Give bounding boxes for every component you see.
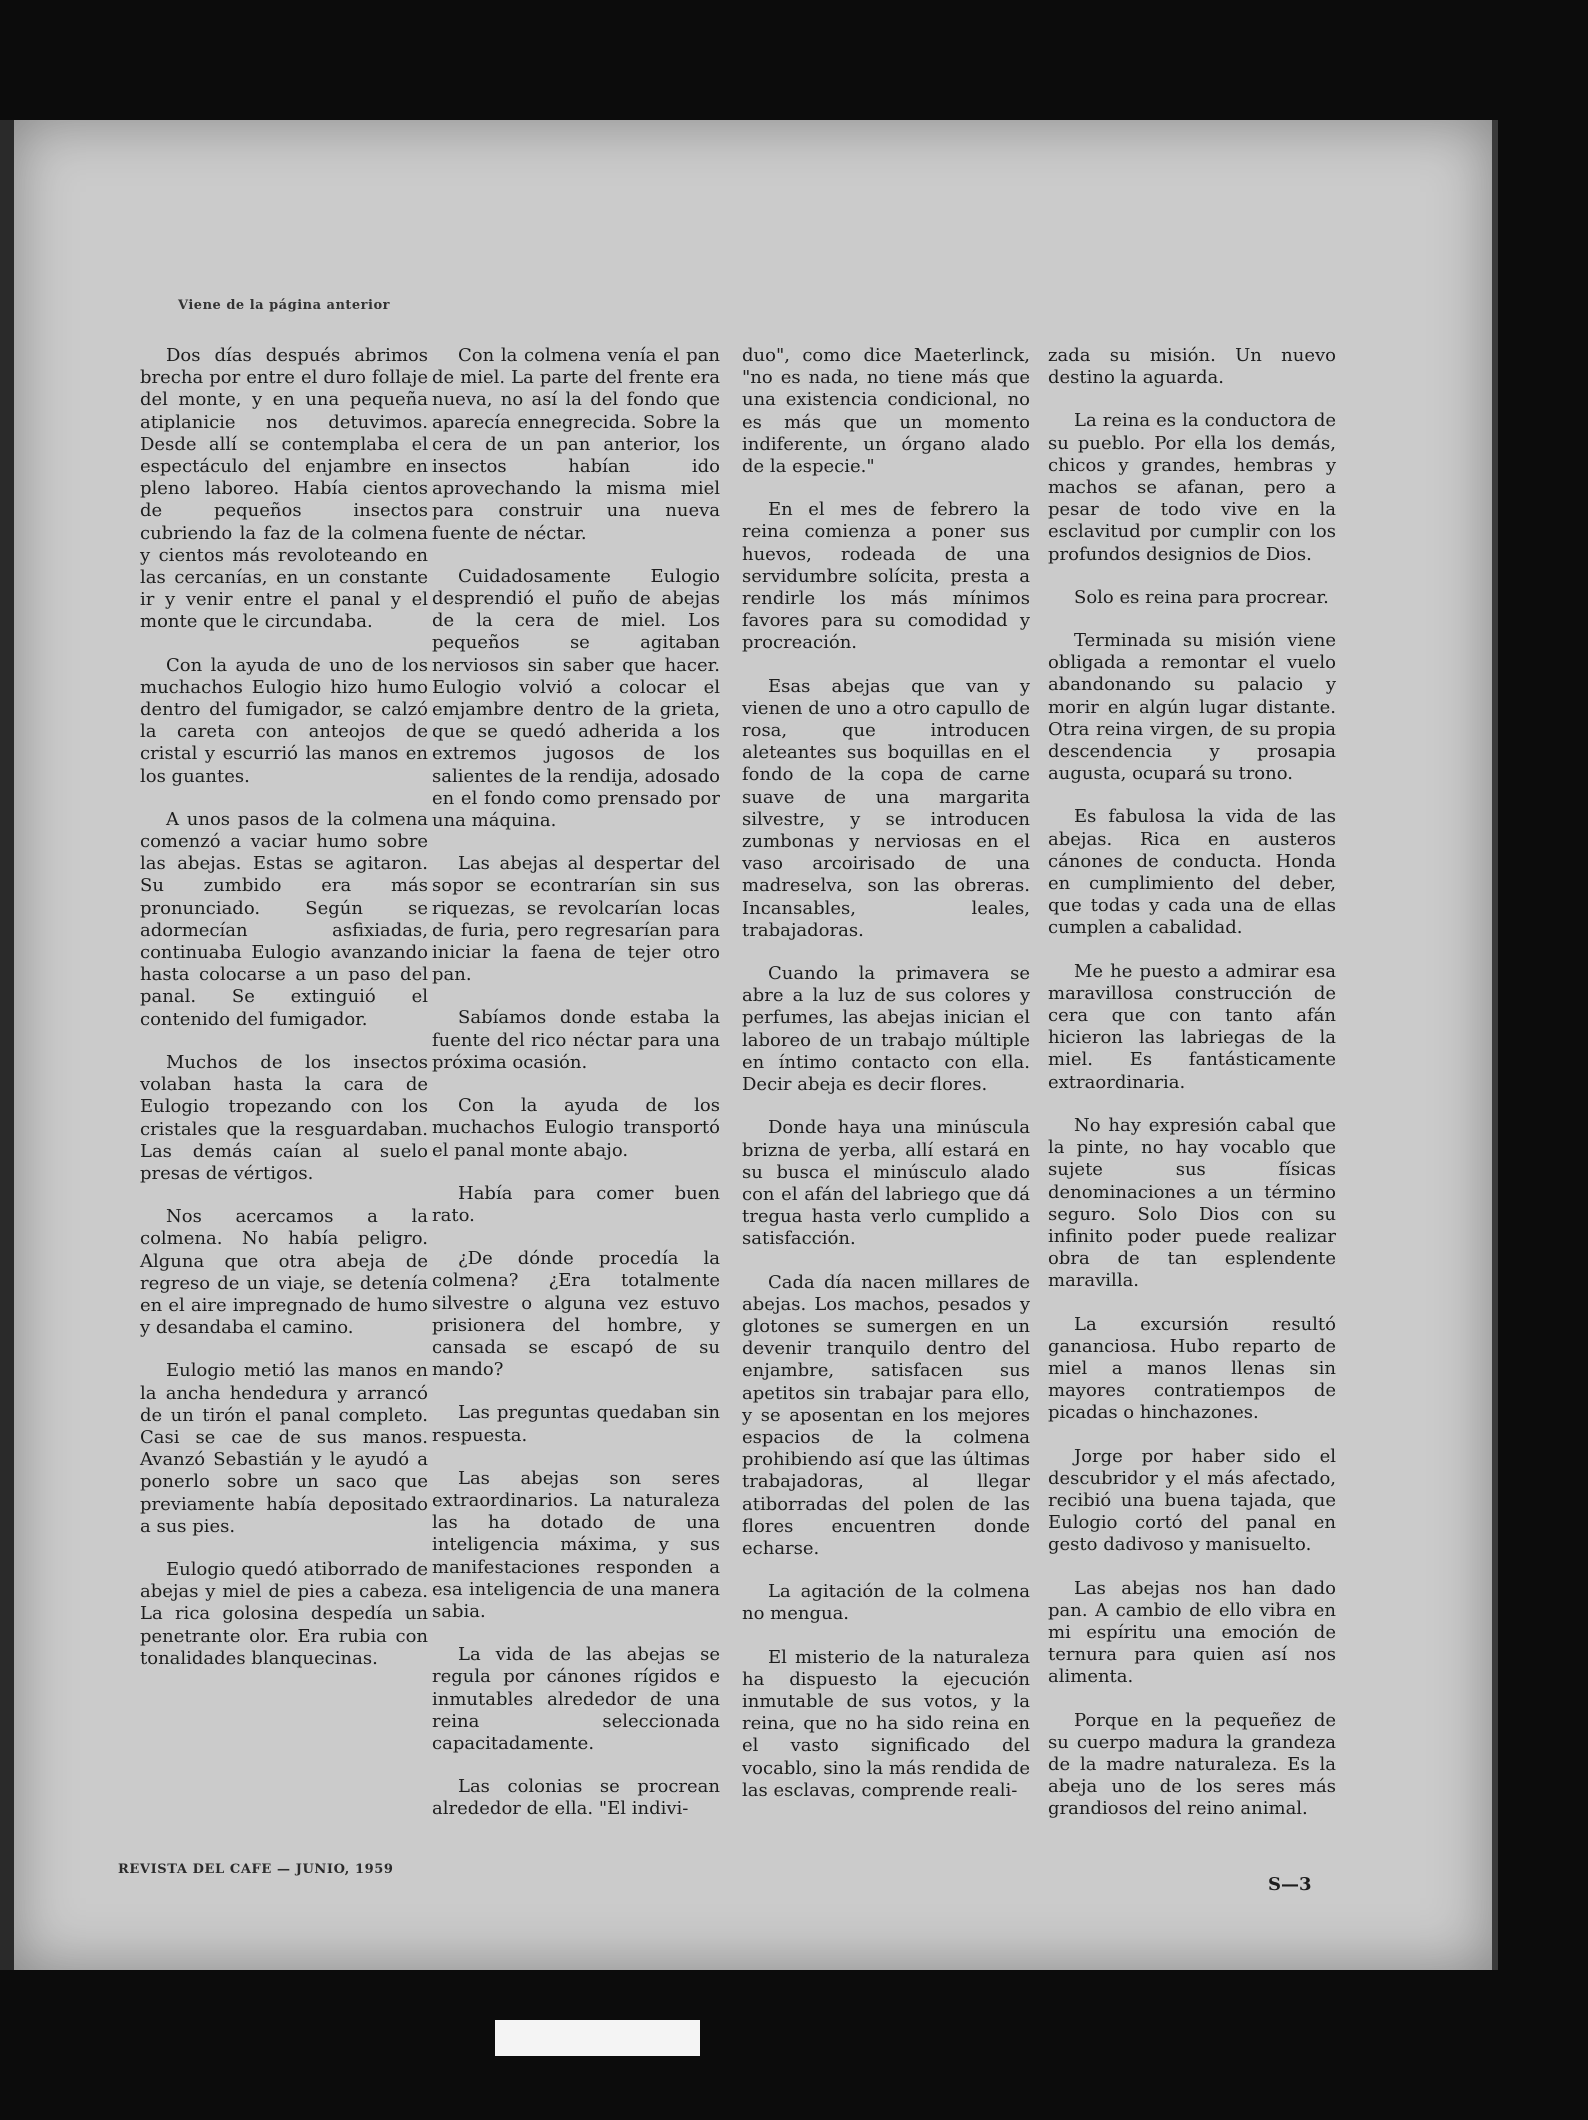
text-column-4 xyxy=(1048,345,1336,1842)
paragraph: La excursión resultó gananciosa. Hubo reparto de miel a manos llenas sin mayores contratiempos de picadas o hinchazones. xyxy=(1048,1313,1336,1424)
paragraph: Dos días después abrimos brecha por entre el duro follaje del monte, y en una pequeña atiplanicie nos detuvimos. Desde allí se contemplaba el espectáculo del enjambre en pleno laboreo. Había cientos de pequeños insectos cubriendo la faz de la colmena y cientos más revoloteando en las cercanías, en un constante ir y venir entre el panal y el monte que le circundaba. xyxy=(140,345,428,633)
paragraph: Las preguntas quedaban sin respuesta. xyxy=(432,1402,720,1446)
paragraph: Donde haya una minúscula brizna de yerba, allí estará en su busca el minúsculo alado con el afán del labriego que dá tregua hasta verlo cumplido a satisfacción. xyxy=(742,1117,1030,1250)
paragraph: La agitación de la colmena no mengua. xyxy=(742,1581,1030,1625)
paragraph: No hay expresión cabal que la pinte, no hay vocablo que sujete sus físicas denominaciones a un término seguro. Solo Dios con su infinito poder puede realizar obra de tan esplendente maravilla. xyxy=(1048,1114,1336,1292)
paragraph: Cuando la primavera se abre a la luz de sus colores y perfumes, las abejas inician el laboreo de un trabajo múltiple en íntimo contacto con ella. Decir abeja es decir flores. xyxy=(742,963,1030,1096)
paragraph: Muchos de los insectos volaban hasta la cara de Eulogio tropezando con los cristales que la resguardaban. Las demás caían al suelo presas de vértigos. xyxy=(140,1051,428,1184)
page-left-edge xyxy=(0,120,14,1970)
paragraph: Eulogio quedó atiborrado de abejas y miel de pies a cabeza. La rica golosina despedía un penetrante olor. Era rubia con tonalidades blanquecinas. xyxy=(140,1558,428,1669)
paragraph: En el mes de febrero la reina comienza a poner sus huevos, rodeada de una servidumbre solícita, presta a rendirle los más mínimos favores para su comodidad y procreación. xyxy=(742,499,1030,654)
paragraph: Nos acercamos a la colmena. No había peligro. Alguna que otra abeja de regreso de un viaje, se detenía en el aire impregnado de humo y desandaba el camino. xyxy=(140,1206,428,1339)
paragraph: Cada día nacen millares de abejas. Los machos, pesados y glotones se sumergen en un devenir tranquilo dentro del enjambre, satisfacen sus apetitos sin trabajar para ello, y se aposentan en los mejores espacios de la colmena prohibiendo así que las últimas trabajadoras, al llegar atiborradas del polen de las flores encuentren donde echarse. xyxy=(742,1271,1030,1559)
text-column-3 xyxy=(742,345,1030,1823)
paragraph: Me he puesto a admirar esa maravillosa construcción de cera que con tanto afán hicieron las labriegas de la miel. Es fantásticamente extraordinaria. xyxy=(1048,960,1336,1093)
paragraph: ¿De dónde procedía la colmena? ¿Era totalmente silvestre o alguna vez estuvo prisionera del hombre, y cansada se escapó de su mando? xyxy=(432,1248,720,1381)
paragraph: Las colonias se procrean alrededor de ella. "El indivi- xyxy=(432,1776,720,1820)
scan-label-strip xyxy=(495,2020,700,2056)
paragraph: zada su misión. Un nuevo destino la aguarda. xyxy=(1048,345,1336,389)
text-column-2 xyxy=(432,345,720,1842)
paragraph: Eulogio metió las manos en la ancha hendedura y arrancó de un tirón el panal completo. Casi se cae de sus manos. Avanzó Sebastián y le ayudó a ponerlo sobre un saco que previamente había depositado a sus pies. xyxy=(140,1360,428,1537)
paragraph: Solo es reina para procrear. xyxy=(1074,586,1329,608)
paragraph: Sabíamos donde estaba la fuente del rico néctar para una próxima ocasión. xyxy=(432,1007,720,1073)
paragraph: Con la colmena venía el pan de miel. La parte del frente era nueva, no así la del fondo que aparecía ennegrecida. Sobre la cera de un pan anterior, los insectos habían ido aprovechando la misma miel para construir una nueva fuente de néctar. xyxy=(432,345,720,544)
paragraph: Cuidadosamente Eulogio desprendió el puño de abejas de la cera de miel. Los pequeños se agitaban nerviosos sin saber que hacer. Eulogio volvió a colocar el emjambre dentro de la grieta, que se quedó adherida a los extremos jugosos de los salientes de la rendija, adosado en el fondo como prensado por una máquina. xyxy=(432,565,720,832)
magazine-footer: REVISTA DEL CAFE — JUNIO, 1959 xyxy=(118,1862,394,1877)
paragraph: Las abejas son seres extraordinarios. La naturaleza las ha dotado de una inteligencia máxima, y sus manifestaciones responden a esa inteligencia de una manera sabia. xyxy=(432,1467,720,1622)
paragraph: Las abejas al despertar del sopor se econtrarían sin sus riquezas, se revolcarían locas de furia, pero regresarían para iniciar la faena de tejer otro pan. xyxy=(432,853,720,986)
text-column-1 xyxy=(140,345,428,1691)
paragraph: El misterio de la naturaleza ha dispuesto la ejecución inmutable de sus votos, y la reina, que no ha sido reina en el vasto significado del vocablo, sino la más rendida de las esclavas, comprende reali- xyxy=(742,1646,1030,1801)
paragraph: Con la ayuda de los muchachos Eulogio transportó el panal monte abajo. xyxy=(432,1095,720,1161)
paragraph: Terminada su misión viene obligada a remontar el vuelo abandonando su palacio y morir en algún lugar distante. Otra reina virgen, de su propia descendencia y prosapia augusta, ocupará su trono. xyxy=(1048,630,1336,785)
paragraph: La reina es la conductora de su pueblo. Por ella los demás, chicos y grandes, hembras y machos se afanan, pero a pesar de todo vive en la esclavitud por cumplir con los profundos designios de Dios. xyxy=(1048,410,1336,565)
paragraph: Es fabulosa la vida de las abejas. Rica en austeros cánones de conducta. Honda en cumplimiento del deber, que todas y cada una de ellas cumplen a cabalidad. xyxy=(1048,806,1336,939)
paragraph: duo", como dice Maeterlinck, "no es nada, no tiene más que una existencia condicional, no es más que un momento indiferente, un órgano alado de la especie." xyxy=(742,345,1030,478)
paragraph: Con la ayuda de uno de los muchachos Eulogio hizo humo dentro del fumigador, se calzó la careta con anteojos de cristal y escurrió las manos en los guantes. xyxy=(140,654,428,787)
paragraph: Jorge por haber sido el descubridor y el más afectado, recibió una buena tajada, que Eulogio cortó del panal en gesto dadivoso y manisuelto. xyxy=(1048,1445,1336,1556)
paragraph: A unos pasos de la colmena comenzó a vaciar humo sobre las abejas. Estas se agitaron. Su zumbido era más pronunciado. Según se adormecían asfixiadas, continuaba Eulogio avanzando hasta colocarse a un paso del panal. Se extinguió el contenido del fumigador. xyxy=(140,808,428,1030)
page-right-edge xyxy=(1492,120,1498,1970)
paragraph: Esas abejas que van y vienen de uno a otro capullo de rosa, que introducen aleteantes sus boquillas en el fondo de la copa de carne suave de una margarita silvestre, y se introducen zumbonas y nerviosas en el vaso arcoirisado de una madreselva, son las obreras. Incansables, leales, trabajadoras. xyxy=(742,675,1030,941)
paragraph: Porque en la pequeñez de su cuerpo madura la grandeza de la madre naturaleza. Es la abeja uno de los seres más grandiosos del reino animal. xyxy=(1048,1709,1336,1820)
paragraph: Había para comer buen rato. xyxy=(432,1182,720,1226)
paragraph: Las abejas nos han dado pan. A cambio de ello vibra en mi espíritu una emoción de ternura para quien así nos alimenta. xyxy=(1048,1577,1336,1688)
page-number: S—3 xyxy=(1268,1874,1312,1895)
continued-from-previous-label: Viene de la página anterior xyxy=(178,298,390,313)
paragraph: La vida de las abejas se regula por cánones rígidos e inmutables alrededor de una reina seleccionada capacitadamente. xyxy=(432,1644,720,1754)
